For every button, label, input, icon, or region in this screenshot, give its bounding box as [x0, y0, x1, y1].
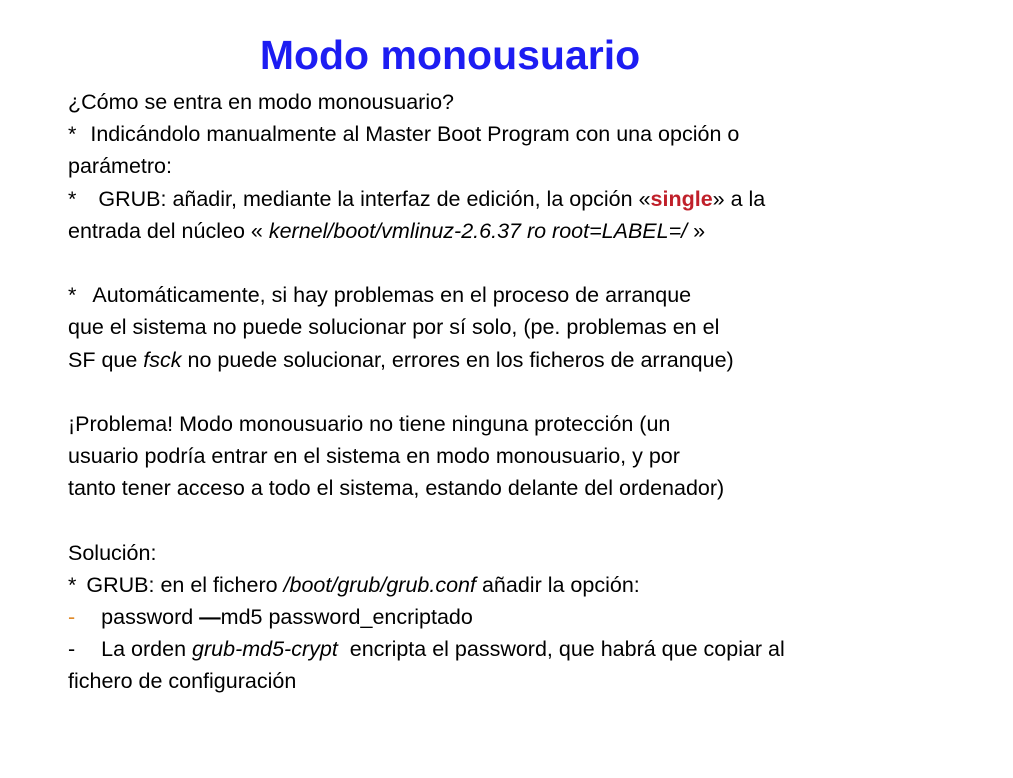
bullet-star: * — [68, 122, 77, 147]
bullet-text: Indicándolo manualmente al Master Boot Program con una opción o — [90, 122, 740, 147]
dash-bullet: - — [68, 637, 76, 662]
bullet-star: * — [68, 283, 77, 308]
crypt-suffix: encripta el password, que habrá que copiar al — [337, 637, 785, 662]
slide-body — [68, 86, 998, 698]
problem-label: ¡Problema! — [68, 411, 174, 436]
password-suffix: md5 password_encriptado — [220, 605, 473, 629]
fsck-suffix: no puede solucionar, errores en los ficheros de arranque) — [181, 347, 734, 372]
kernel-entry-command: kernel/boot/vmlinuz-2.6.37 ro root=LABEL=/ — [268, 218, 688, 243]
bullet-manual-cont: parámetro: — [68, 154, 172, 179]
bullet-star: * — [68, 572, 77, 597]
problem-line — [68, 408, 998, 440]
bullet-automatic-cont: que el sistema no puede solucionar por sí solo, (pe. problemas en el — [68, 315, 720, 340]
bullet-text: Automáticamente, si hay problemas en el proceso de arranque — [92, 283, 692, 308]
em-dash: — — [199, 605, 221, 629]
question-line: ¿Cómo se entra en modo monousuario? — [68, 90, 455, 114]
bullet-grub-single-cont — [68, 215, 998, 247]
crypt-prefix: La orden — [101, 637, 193, 662]
dash-crypt-cont: fichero de configuración — [68, 669, 297, 694]
password-prefix: password — [101, 605, 200, 629]
grub-conf-prefix: GRUB: en el fichero — [86, 572, 284, 597]
page-title: Modo monousuario — [259, 32, 641, 78]
dash-bullet: - — [68, 605, 76, 629]
bullet-grub-single — [68, 183, 998, 215]
bullet-automatic — [68, 279, 998, 311]
bullet-automatic-cont2 — [68, 344, 998, 376]
problem-line-2: usuario podría entrar en el sistema en modo monousuario, y por — [68, 444, 680, 469]
bullet-manual — [68, 118, 998, 150]
bullet-grub-conf — [68, 569, 998, 601]
fsck-command: fsck — [143, 347, 182, 372]
bullet-text-end: » a la — [712, 186, 766, 211]
dash-password — [68, 601, 998, 633]
grub-conf-suffix: añadir la opción: — [476, 572, 640, 597]
grub-conf-path: /boot/grub/grub.conf — [283, 572, 476, 597]
kernel-entry-prefix: entrada del núcleo « — [68, 218, 269, 243]
bullet-star: * — [68, 186, 77, 211]
dash-crypt — [68, 633, 998, 665]
problem-text: Modo monousuario no tiene ninguna protección (un — [173, 411, 671, 436]
problem-line-3: tanto tener acceso a todo el sistema, estando delante del ordenador) — [68, 476, 725, 501]
single-keyword: single — [650, 186, 713, 211]
bullet-text: GRUB: añadir, mediante la interfaz de edición, la opción « — [98, 186, 651, 211]
crypt-command: grub-md5-crypt — [192, 637, 338, 662]
kernel-entry-suffix: » — [687, 218, 706, 243]
solution-heading: Solución: — [68, 540, 157, 565]
fsck-prefix: SF que — [68, 347, 144, 372]
